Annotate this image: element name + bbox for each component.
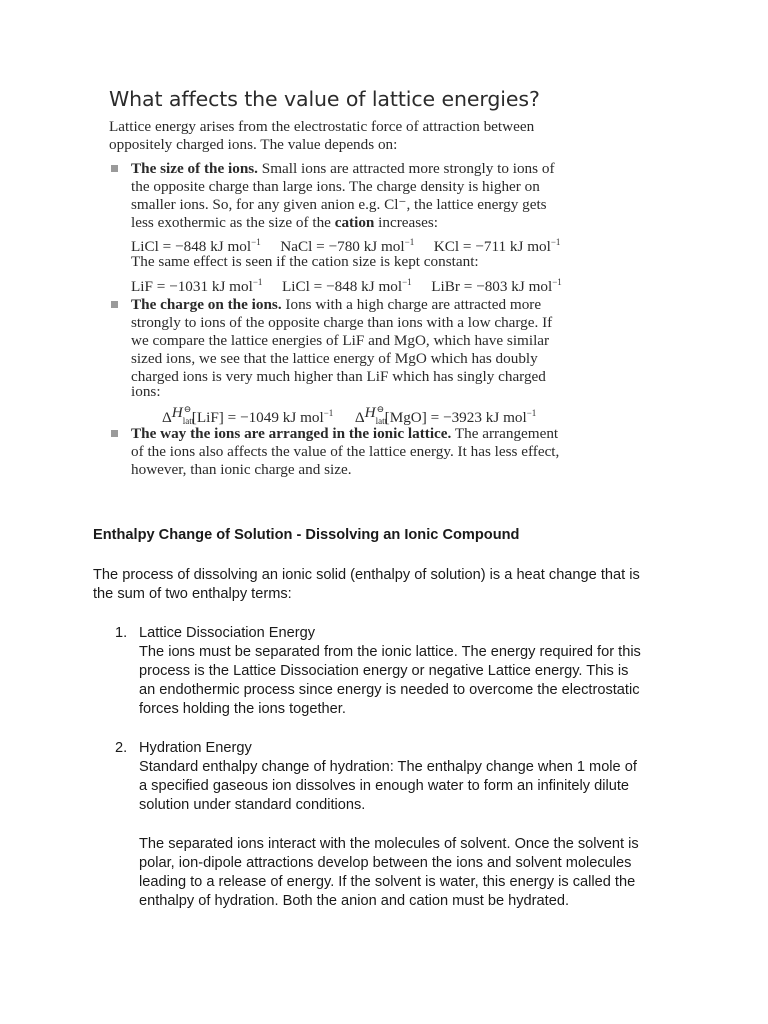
textbook-heading: What affects the value of lattice energies? <box>109 87 540 111</box>
bullet-size-line: smaller ions. So, for any given anion e.g. Cl⁻, the lattice energy gets <box>131 196 547 213</box>
bullet-arrangement-line: however, than ionic charge and size. <box>131 461 352 478</box>
list-item-line: process is the Lattice Dissociation energy or negative Lattice energy. This is <box>139 663 629 679</box>
bullet-charge-line: strongly to ions of the opposite charge than ions with a low charge. If <box>131 314 553 331</box>
intro-line: The process of dissolving an ionic solid (enthalpy of solution) is a heat change that is <box>93 567 640 583</box>
list-item-title: Lattice Dissociation Energy <box>139 625 316 641</box>
bullet-charge-line: ions: <box>131 383 161 400</box>
bullet-size-text: less exothermic as the size of the <box>131 214 335 231</box>
bullet-square-icon <box>111 430 118 437</box>
list-item-line: enthalpy of hydration. Both the anion and cation must be hydrated. <box>139 893 569 909</box>
equation: LiCl = −848 kJ mol$^{-1}$ <box>281 277 412 295</box>
bullet-size-text: increases: <box>374 214 439 231</box>
bullet-arrangement-line <box>131 425 558 443</box>
list-item-line: forces holding the ions together. <box>139 701 346 717</box>
bullet-size-line <box>131 160 555 178</box>
bullet-charge-bold: The charge on the ions. <box>131 296 282 313</box>
list-item-line: The ions must be separated from the ionic lattice. The energy required for this <box>139 644 641 660</box>
list-item-line: polar, ion-dipole attractions develop between the ions and solvent molecules <box>139 855 632 871</box>
bullet-size-text: Small ions are attracted more strongly to ions of <box>257 160 555 177</box>
list-item-line: solution under standard conditions. <box>139 797 366 813</box>
bullet-size-bold: The size of the ions. <box>131 160 258 177</box>
list-item-line: Standard enthalpy change of hydration: The enthalpy change when 1 mole of <box>139 759 637 775</box>
equation-row-2 <box>131 273 562 296</box>
bullet-arrangement-text: The arrangement <box>451 425 559 442</box>
bullet-arrangement-bold: The way the ions are arranged in the ionic lattice. <box>131 425 452 442</box>
equation: KCl = −711 kJ mol$^{-1}$ <box>433 237 561 255</box>
intro-line: the sum of two enthalpy terms: <box>93 586 292 602</box>
constant-cation-line: The same effect is seen if the cation size is kept constant: <box>131 253 479 270</box>
list-item-number: 1. <box>115 625 128 641</box>
bullet-size-line: the opposite charge than large ions. The charge density is higher on <box>131 178 540 195</box>
bullet-charge-line: we compare the lattice energies of LiF and MgO, which have similar <box>131 332 550 349</box>
section-heading: Enthalpy Change of Solution - Dissolving an Ionic Compound <box>93 527 520 543</box>
list-item-title: Hydration Energy <box>139 740 252 756</box>
equation: LiCl = −848 kJ mol$^{-1}$ <box>131 237 261 255</box>
lattice-enthalpy-equations <box>162 404 536 427</box>
textbook-intro-line: oppositely charged ions. The value depends on: <box>109 136 398 153</box>
list-item-number: 2. <box>115 740 128 756</box>
bullet-arrangement-line: of the ions also affects the value of the lattice energy. It has less effect, <box>131 443 560 460</box>
list-item-line: leading to a release of energy. If the solvent is water, this energy is called the <box>139 874 636 890</box>
cation-bold: cation <box>334 214 375 231</box>
bullet-charge-line: sized ions, we see that the lattice energy of MgO which has doubly <box>131 350 538 367</box>
list-item-line: The separated ions interact with the molecules of solvent. Once the solvent is <box>139 836 639 852</box>
lattice-enthalpy-mgo: Δ H ⊖ latt [MgO] = −3923 kJ mol$^{-1}$ <box>354 404 537 426</box>
list-item-line: a specified gaseous ion dissolves in enough water to form an infinitely dilute <box>139 778 629 794</box>
equation: NaCl = −780 kJ mol$^{-1}$ <box>280 237 415 255</box>
bullet-square-icon <box>111 301 118 308</box>
equation: LiF = −1031 kJ mol$^{-1}$ <box>131 277 263 295</box>
lattice-enthalpy-lif: Δ H ⊖ latt [LiF] = −1049 kJ mol$^{-1}$ <box>162 404 334 426</box>
bullet-charge-line <box>131 296 541 314</box>
textbook-intro-line: Lattice energy arises from the electrostatic force of attraction between <box>109 118 535 135</box>
bullet-charge-text: Ions with a high charge are attracted more <box>281 296 542 313</box>
bullet-square-icon <box>111 165 118 172</box>
bullet-size-line <box>131 214 438 232</box>
equation: LiBr = −803 kJ mol$^{-1}$ <box>431 277 562 295</box>
bullet-charge-line: charged ions is very much higher than LiF which has singly charged <box>131 368 546 385</box>
list-item-line: an endothermic process since energy is needed to overcome the electrostatic <box>139 682 640 698</box>
